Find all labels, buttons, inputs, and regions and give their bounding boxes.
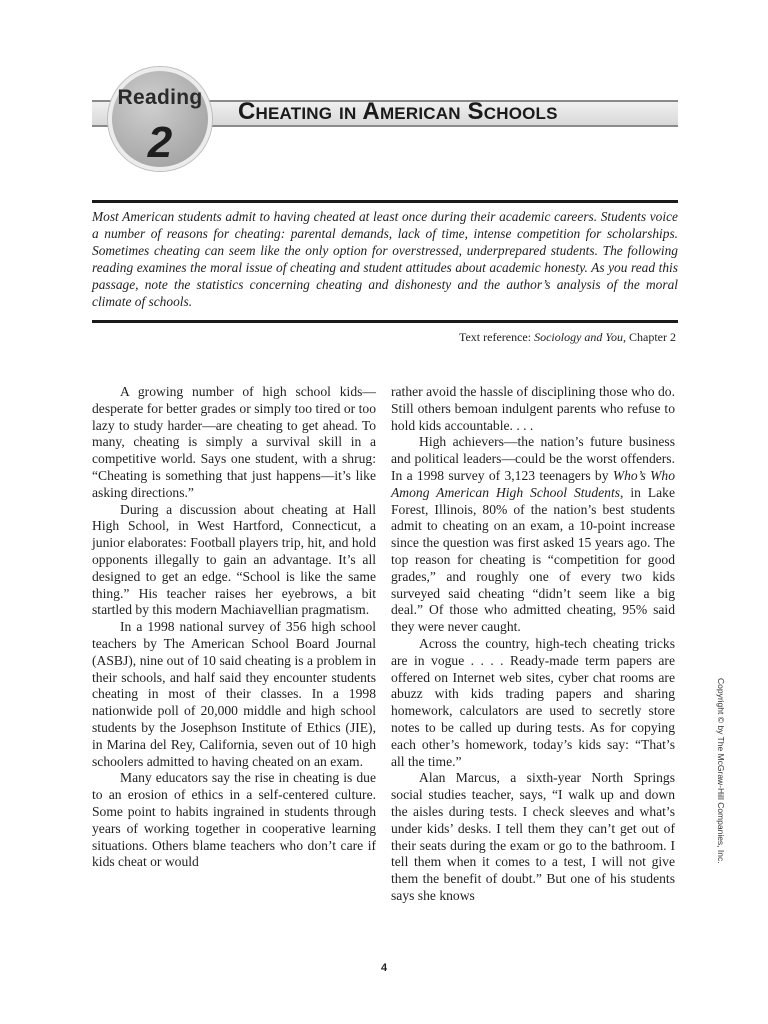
paragraph: A growing number of high school kids—desperate for better grades or simply too tired or too lazy to study harder—are cheating to get ahead. To many, cheating is simply a survival skill in a competitive world. Says one student, with a shrug: “Cheating is something that just happens—it’s like asking directions.” [92, 384, 376, 500]
left-column [92, 384, 376, 871]
reference-suffix: , Chapter 2 [623, 330, 676, 344]
reference-book: Sociology and You [534, 330, 623, 344]
badge-number: 2 [147, 118, 173, 167]
copyright-notice: Copyright © by The McGraw-Hill Companies, Inc. [716, 678, 726, 864]
badge-word: Reading [117, 86, 203, 109]
paragraph: Alan Marcus, a sixth-year North Springs social studies teacher, says, “I walk up and down the aisles during tests. I check sleeves and what’s under kids’ desks. I tell them they can’t get out of their seats during the exam or go to the bathroom. I tell them when it comes to a test, I will not give them the benefit of doubt.” But one of his students says she knows [391, 770, 675, 903]
paragraph: In a 1998 national survey of 356 high school teachers by The American School Board Journal (ASBJ), nine out of 10 said cheating is a problem in their schools, and half said they encounter students cheating in most of their classes. In a 1998 nationwide poll of 20,000 middle and high school students by the Josephson Institute of Ethics (JIE), in Marina del Rey, California, seven out of 10 high schoolers admitted to having cheated on an exam. [92, 619, 376, 769]
paragraph-continuation: rather avoid the hassle of disciplining those who do. Still others bemoan indulgent parents who refuse to hold kids accountable. . . . [391, 384, 675, 433]
paragraph: During a discussion about cheating at Hall High School, in West Hartford, Connecticut, a junior elaborates: Football players trip, hit, and hold opponents illegally to gain an advantage. It’s all designed to get an edge. “School is like the same thing.” His teacher raises her eyebrows, a bit startled by this modern Machiavellian pragmatism. [92, 501, 376, 618]
text-run: , in Lake Forest, Illinois, 80% of the nation’s best students admit to cheating on an exam, a 10-point increase since the question was first asked 15 years ago. The top reason for cheating is “competition for good grades,” and roughly one of every two kids surveyed said cheating “didn’t seem like a big deal.” Of those who admitted cheating, 95% said they were never caught. [391, 484, 675, 635]
page-title: Cheating in American Schools [238, 98, 558, 125]
intro-paragraph: Most American students admit to having cheated at least once during their academic careers. Students voice a number of reasons for cheating: parental demands, lack of time, intense competition for scholarships. Sometimes cheating can seem like the only option for overstressed, underprepared students. The following reading examines the moral issue of cheating and student attitudes about academic honesty. As you read this passage, note the statistics concerning cheating and dishonesty and the author’s analysis of the moral climate of schools. [92, 209, 678, 309]
survey-title: Who’s Who Among American High School Students [391, 467, 675, 500]
reference-prefix: Text reference: [458, 330, 535, 344]
right-column [391, 384, 675, 905]
paragraph: Many educators say the rise in cheating is due to an erosion of ethics in a self-centered culture. Some point to habits ingrained in students through years of working together in cooperative learning situations. Others blame teachers who don’t care if kids cheat or would [92, 770, 376, 870]
page-number: 4 [380, 962, 388, 974]
text-run: High achievers—the nation’s future business and political leaders—could be the worst offenders. In a 1998 survey of 3,123 teenagers by [391, 434, 675, 483]
paragraph [391, 434, 675, 636]
paragraph: Across the country, high-tech cheating tricks are in vogue . . . . Ready-made term papers are offered on Internet web sites, cyber chat rooms are abuzz with kids trading papers and sharing homework, calculators are used to secretly store notes to be called up during tests. As for copying each other’s homework, today’s kids say: “That’s all the time.” [391, 635, 675, 769]
text-reference [459, 330, 676, 345]
intro-rule-bottom [92, 320, 678, 323]
intro-rule-top [92, 200, 678, 203]
